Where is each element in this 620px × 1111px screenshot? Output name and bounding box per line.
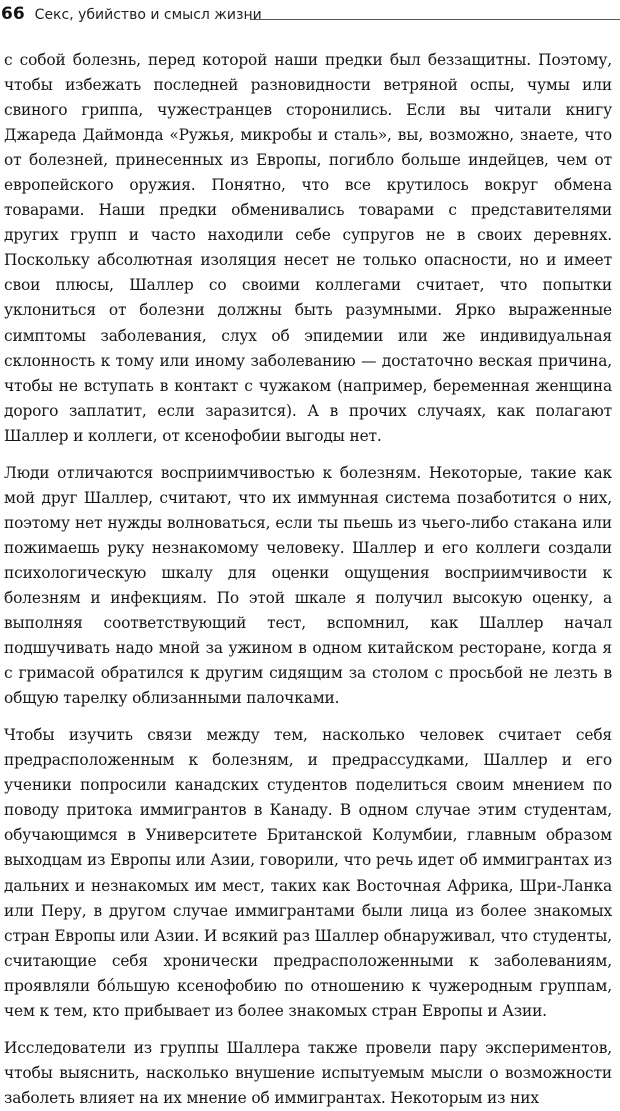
running-title: Секс, убийство и смысл жизни [34, 7, 262, 23]
page-number: 66 [1, 4, 25, 24]
paragraph-1: с собой болезнь, перед которой наши предки был беззащитны. Поэтому, чтобы избежать последней разновидности ветряной оспы, чумы или свиного гриппа, чужестранцев сторонились. Если вы читали книгу Джареда Даймонда «Ружья, микробы и сталь», вы, возможно, знаете, что от болезней, принесенных из Европы, погибло больше индейцев, чем от европейского оружия. Понятно, что все крутилось вокруг обмена товарами. Наши предки обменивались товарами с представителями других групп и часто находили себе супругов не в своих деревнях. Поскольку абсолютная изоляция несет не только опасности, но и имеет свои плюсы, Шаллер со своими коллегами считает, что попытки уклониться от болезни должны быть разумными. Ярко выраженные симптомы заболевания, слух об эпидемии или же индивидуальная склонность к тому или иному заболеванию — достаточно веская причина, чтобы не вступать в контакт с чужаком (например, беременная женщина дорого заплатит, если заразится). А в прочих случаях, как полагают Шаллер и коллеги, от ксенофобии выгоды нет. [4, 51, 612, 445]
body-text [4, 48, 612, 1111]
paragraph-4: Исследователи из группы Шаллера также провели пару экспериментов, чтобы выяснить, насколько внушение испытуемым мысли о возможности заболеть влияет на их мнение об иммигрантах. Некоторым из них [4, 1038, 612, 1107]
header-rule [250, 19, 620, 20]
page-header [0, 2, 620, 24]
paragraph-2: Люди отличаются восприимчивостью к болезням. Некоторые, такие как мой друг Шаллер, считают, что их иммунная система позаботится о них, поэтому нет нужды волноваться, если ты пьешь из чьего-либо стакана или пожимаешь руку незнакомому человеку. Шаллер и его коллеги создали психологическую шкалу для оценки ощущения восприимчивости к болезням и инфекциям. По этой шкале я получил высокую оценку, а выполняя соответствующий тест, вспомнил, как Шаллер начал подшучивать надо мной за ужином в одном китайском ресторане, когда я с гримасой обратился к другим сидящим за столом с просьбой не лезть в общую тарелку облизанными палочками. [4, 463, 612, 708]
paragraph-3: Чтобы изучить связи между тем, насколько человек считает себя предрасположенным к болезням, и предрассудками, Шаллер и его ученики попросили канадских студентов поделиться своим мнением по поводу притока иммигрантов в Канаду. В одном случае этим студентам, обучающимся в Университете Британской Колумбии, главным образом выходцам из Европы или Азии, говорили, что речь идет об иммигрантах из дальних и незнакомых им мест, таких как Восточная Африка, Шри-Ланка или Перу, в другом случае иммигрантами были лица из более знакомых стран Европы или Азии. И всякий раз Шаллер обнаруживал, что студенты, считающие себя хронически предрасположенными к заболеваниям, проявляли бо́льшую ксенофобию по отношению к чужеродным группам, чем к тем, кто прибывает из более знакомых стран Европы и Азии. [4, 726, 612, 1020]
